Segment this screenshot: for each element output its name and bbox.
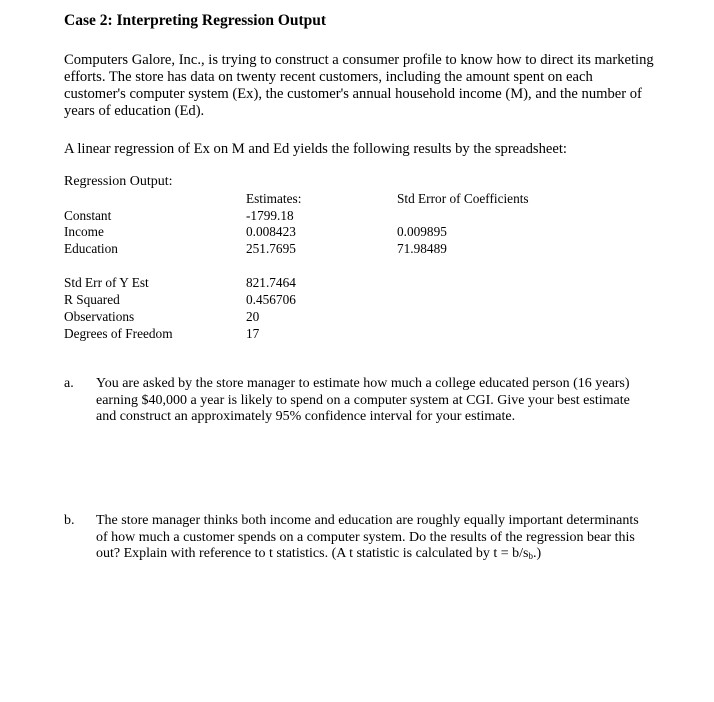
stat-value-std-err: 821.7464 — [246, 275, 296, 290]
std-error-header: Std Error of Coefficients — [397, 191, 529, 206]
question-b-suffix: .) — [532, 546, 542, 561]
std-error-education: 71.98489 — [397, 241, 447, 256]
question-a — [64, 376, 644, 436]
estimate-education: 251.7695 — [246, 241, 296, 256]
std-error-income: 0.009895 — [397, 224, 447, 239]
stat-value-observations: 20 — [246, 309, 260, 324]
stat-value-r-squared: 0.456706 — [246, 292, 296, 307]
stat-label-r-squared: R Squared — [64, 292, 120, 307]
question-b-text: The store manager thinks both income and education are roughly equally important determinants of how much a customer spends on a computer system. Do the results of the regression bear this out? Explain with reference to t statistics. (A t statistic is calculated by t = b/s — [96, 513, 639, 561]
row-label-income: Income — [64, 224, 104, 239]
question-a-letter: a. — [64, 376, 74, 391]
stat-label-degrees-of-freedom: Degrees of Freedom — [64, 326, 173, 341]
stat-label-observations: Observations — [64, 309, 135, 324]
regression-lead-sentence: A linear regression of Ex on M and Ed yields the following results by the spreadsheet: — [64, 141, 567, 157]
question-a-text: You are asked by the store manager to estimate how much a college educated person (16 years) earning $40,000 a year is likely to spend on a computer system at CGI. Give your best estimate and construct an approximately 95% confidence interval for your estimate. — [96, 376, 630, 424]
estimate-income: 0.008423 — [246, 224, 296, 239]
stat-value-degrees-of-freedom: 17 — [246, 326, 260, 341]
regression-output-label: Regression Output: — [64, 174, 173, 189]
intro-paragraph: Computers Galore, Inc., is trying to construct a consumer profile to know how to direct its marketing efforts. The store has data on twenty recent customers, including the amount spent on each customer's computer system (Ex), the customer's annual household income (M), and the number of years of education (Ed). — [64, 52, 654, 119]
question-b-subscript: b — [528, 551, 533, 561]
question-b-letter: b. — [64, 513, 75, 528]
question-b — [64, 513, 644, 593]
row-label-constant: Constant — [64, 208, 112, 223]
estimate-constant: -1799.18 — [246, 208, 294, 223]
question-b-body — [96, 513, 644, 565]
stat-label-std-err: Std Err of Y Est — [64, 275, 149, 290]
row-label-education: Education — [64, 241, 118, 256]
estimates-header: Estimates: — [246, 191, 302, 206]
case-title: Case 2: Interpreting Regression Output — [64, 12, 327, 29]
